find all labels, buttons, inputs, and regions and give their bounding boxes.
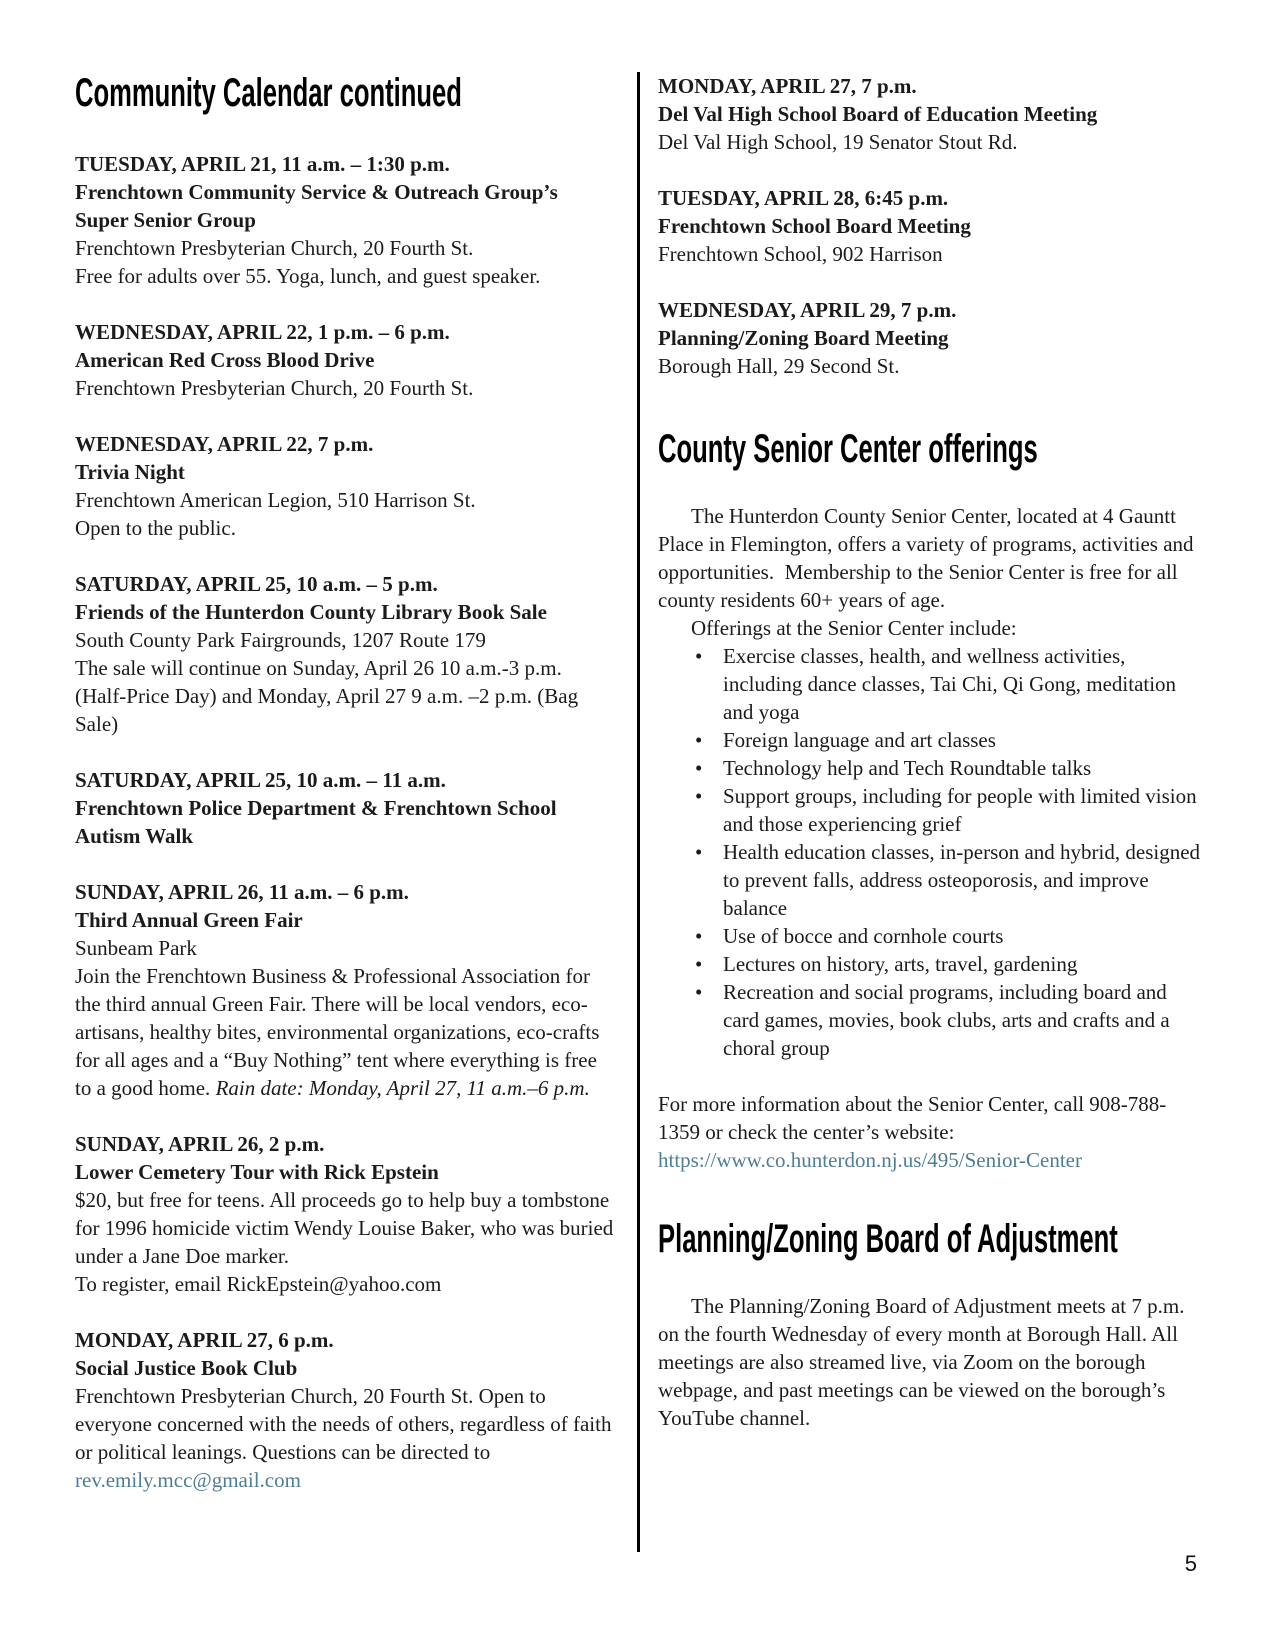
right-column <box>640 72 1203 1650</box>
event-title: Frenchtown Community Service & Outreach Group’s Super Senior Group <box>75 180 558 232</box>
senior-center-offerings-list <box>658 642 1203 1062</box>
event-date: WEDNESDAY, APRIL 22, 7 p.m. <box>75 432 374 456</box>
event-book-club <box>75 1326 615 1494</box>
event-rain-date: Rain date: Monday, April 27, 11 a.m.–6 p.m. <box>215 1076 590 1100</box>
event-location: Frenchtown Presbyterian Church, 20 Fourth St. <box>75 376 474 400</box>
senior-center-website-link[interactable]: https://www.co.hunterdon.nj.us/495/Senior-Center <box>658 1148 1082 1172</box>
event-blood-drive <box>75 318 615 402</box>
event-super-senior-group <box>75 150 615 290</box>
event-description: Free for adults over 55. Yoga, lunch, and guest speaker. <box>75 264 541 288</box>
event-location: Borough Hall, 29 Second St. <box>658 354 900 378</box>
event-description <box>75 1382 615 1494</box>
list-item: • Use of bocce and cornhole courts <box>658 922 1203 950</box>
event-title: Planning/Zoning Board Meeting <box>658 326 949 350</box>
event-date: SUNDAY, APRIL 26, 2 p.m. <box>75 1132 325 1156</box>
event-autism-walk <box>75 766 615 850</box>
event-date: TUESDAY, APRIL 21, 11 a.m. – 1:30 p.m. <box>75 152 450 176</box>
contact-info-text: For more information about the Senior Center, call 908-788-1359 or check the center’s website: <box>658 1092 1167 1144</box>
event-date: TUESDAY, APRIL 28, 6:45 p.m. <box>658 186 949 210</box>
event-description-text: Join the Frenchtown Business & Professional Association for the third annual Green Fair. There will be local vendors, eco-artisans, healthy bites, environmental organizations, eco-crafts for all ages and a “Buy Nothing” tent where everything is free to a good home. <box>75 964 600 1100</box>
list-item: • Support groups, including for people with limited vision and those experiencing grief <box>658 782 1203 838</box>
event-location: Del Val High School, 19 Senator Stout Rd. <box>658 130 1018 154</box>
event-date: SATURDAY, APRIL 25, 10 a.m. – 5 p.m. <box>75 572 438 596</box>
event-location: Sunbeam Park <box>75 936 197 960</box>
email-link[interactable]: rev.emily.mcc@gmail.com <box>75 1468 301 1492</box>
event-location: South County Park Fairgrounds, 1207 Route 179 <box>75 628 486 652</box>
list-item: • Foreign language and art classes <box>658 726 1203 754</box>
event-planning-zoning-meeting <box>658 296 1203 380</box>
list-item: • Recreation and social programs, including board and card games, movies, book clubs, arts and crafts and a choral group <box>658 978 1203 1062</box>
event-title: American Red Cross Blood Drive <box>75 348 375 372</box>
event-date: MONDAY, APRIL 27, 7 p.m. <box>658 74 917 98</box>
list-item: • Exercise classes, health, and wellness activities, including dance classes, Tai Chi, Qi Gong, meditation and yoga <box>658 642 1203 726</box>
event-description: The sale will continue on Sunday, April 26 10 a.m.-3 p.m. (Half-Price Day) and Monday, April 27 9 a.m. –2 p.m. (Bag Sale) <box>75 656 579 736</box>
event-date: MONDAY, APRIL 27, 6 p.m. <box>75 1328 334 1352</box>
senior-center-contact-info <box>658 1090 1203 1174</box>
event-description: Open to the public. <box>75 516 236 540</box>
event-title: Frenchtown Police Department & Frenchtown School Autism Walk <box>75 796 557 848</box>
list-item: • Health education classes, in-person and hybrid, designed to prevent falls, address osteoporosis, and improve balance <box>658 838 1203 922</box>
event-description-text: Frenchtown Presbyterian Church, 20 Fourth St. Open to everyone concerned with the needs of others, regardless of faith or political leanings. Questions can be directed to <box>75 1384 612 1464</box>
event-title: Third Annual Green Fair <box>75 908 303 932</box>
list-item: • Lectures on history, arts, travel, gardening <box>658 950 1203 978</box>
event-library-book-sale <box>75 570 615 738</box>
planning-zoning-paragraph: The Planning/Zoning Board of Adjustment meets at 7 p.m. on the fourth Wednesday of every month at Borough Hall. All meetings are also streamed live, via Zoom on the borough webpage, and past meetings can be viewed on the borough’s YouTube channel. <box>658 1294 1185 1430</box>
event-location: Frenchtown School, 902 Harrison <box>658 242 943 266</box>
page-number: 5 <box>1184 1551 1197 1576</box>
event-title: Friends of the Hunterdon County Library Book Sale <box>75 600 547 624</box>
senior-center-heading: County Senior Center offerings <box>658 427 1038 471</box>
event-date: SATURDAY, APRIL 25, 10 a.m. – 11 a.m. <box>75 768 446 792</box>
event-trivia-night <box>75 430 615 542</box>
list-item: • Technology help and Tech Roundtable talks <box>658 754 1203 782</box>
event-date: SUNDAY, APRIL 26, 11 a.m. – 6 p.m. <box>75 880 409 904</box>
event-date: WEDNESDAY, APRIL 22, 1 p.m. – 6 p.m. <box>75 320 450 344</box>
event-location: Frenchtown Presbyterian Church, 20 Fourth St. <box>75 236 474 260</box>
event-title: Trivia Night <box>75 460 185 484</box>
left-column-heading: Community Calendar continued <box>75 71 462 115</box>
event-title: Del Val High School Board of Education Meeting <box>658 102 1098 126</box>
event-title: Lower Cemetery Tour with Rick Epstein <box>75 1160 439 1184</box>
senior-center-offerings-lead: Offerings at the Senior Center include: <box>691 616 1017 640</box>
planning-zoning-heading: Planning/Zoning Board of Adjustment <box>658 1217 1118 1261</box>
event-green-fair <box>75 878 615 1102</box>
event-description: $20, but free for teens. All proceeds go to help buy a tombstone for 1996 homicide victim Wendy Louise Baker, who was buried under a Jane Doe marker. <box>75 1188 614 1268</box>
event-title: Frenchtown School Board Meeting <box>658 214 971 238</box>
event-description <box>75 962 615 1102</box>
event-location: Frenchtown American Legion, 510 Harrison St. <box>75 488 476 512</box>
senior-center-intro-paragraph: The Hunterdon County Senior Center, located at 4 Gauntt Place in Flemington, offers a variety of programs, activities and opportunities. Membership to the Senior Center is free for all county residents 60+ years of age. <box>658 504 1199 612</box>
event-register-info: To register, email RickEpstein@yahoo.com <box>75 1272 442 1296</box>
event-boe-meeting <box>658 72 1203 156</box>
event-cemetery-tour <box>75 1130 615 1298</box>
event-title: Social Justice Book Club <box>75 1356 298 1380</box>
event-school-board-meeting <box>658 184 1203 268</box>
event-date: WEDNESDAY, APRIL 29, 7 p.m. <box>658 298 957 322</box>
left-column <box>75 72 637 1650</box>
